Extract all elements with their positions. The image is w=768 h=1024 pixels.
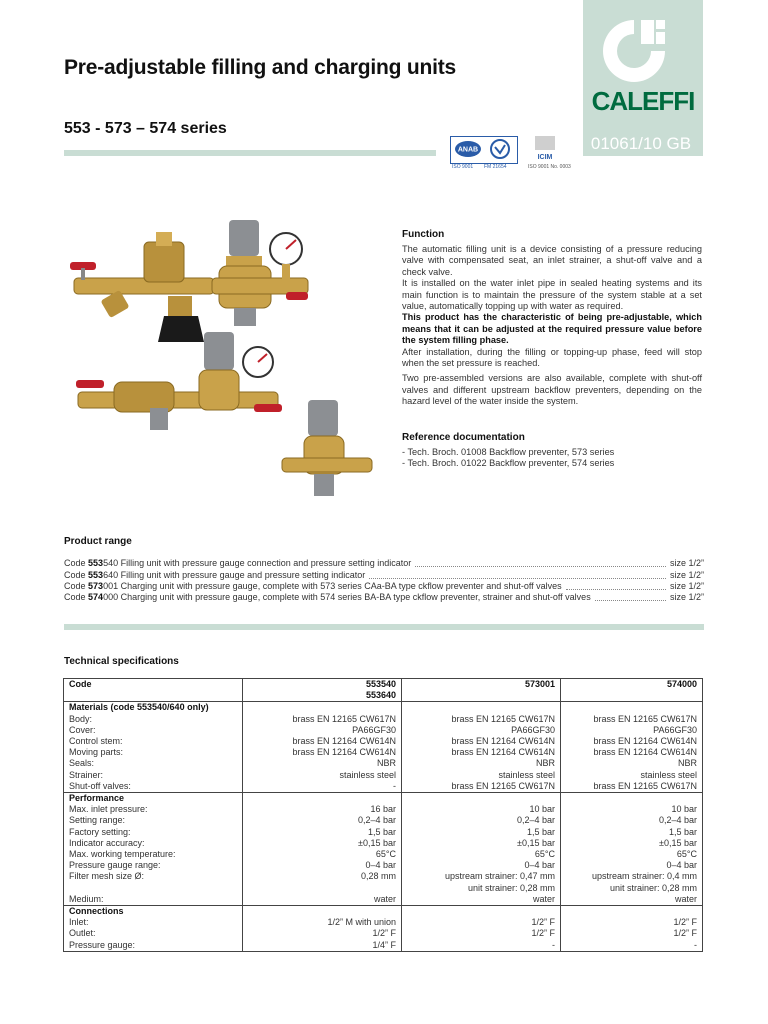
spec-value: 10 bar bbox=[402, 804, 561, 815]
spec-value: - bbox=[243, 781, 402, 793]
fm-label: FM 21654 bbox=[484, 164, 507, 170]
code-prefix: Code bbox=[64, 580, 86, 591]
page-title: Pre-adjustable filling and charging units bbox=[64, 56, 457, 79]
product-size: size 1/2” bbox=[669, 558, 704, 569]
product-range-list bbox=[64, 558, 704, 603]
spec-value: brass EN 12164 CW614N bbox=[561, 736, 703, 747]
table-row bbox=[64, 714, 703, 725]
spec-value: ±0,15 bar bbox=[561, 838, 703, 849]
spec-label: Seals: bbox=[64, 758, 243, 769]
icim-icon bbox=[533, 136, 557, 162]
spec-value: upstream strainer: 0,4 mm bbox=[561, 871, 703, 882]
function-paragraph-1: The automatic filling unit is a device consisting of a pressure reducing valve with compensated seat, an inlet strainer, a shut-off valve and a check valve. bbox=[402, 244, 702, 277]
spec-value: 0–4 bar bbox=[402, 860, 561, 871]
doc-code: 01061/10 GB bbox=[590, 134, 692, 153]
section-divider bbox=[64, 624, 704, 630]
spec-value: brass EN 12165 CW617N bbox=[561, 714, 703, 725]
header-code-label: Code bbox=[64, 679, 243, 702]
brand-name: CALEFFI bbox=[591, 86, 695, 116]
spec-value: 1/2” M with union bbox=[243, 917, 402, 928]
tech-specs-table bbox=[63, 678, 703, 952]
charging-unit-573-image bbox=[76, 332, 282, 430]
product-range-row bbox=[64, 592, 704, 603]
spec-value: PA66GF30 bbox=[561, 725, 703, 736]
table-row bbox=[64, 894, 703, 906]
product-desc: Filling unit with pressure gauge and pressure setting indicator bbox=[120, 569, 366, 580]
table-group-heading-row bbox=[64, 702, 703, 714]
spec-value: 16 bar bbox=[243, 804, 402, 815]
spec-label: Inlet: bbox=[64, 917, 243, 928]
product-range-row bbox=[64, 569, 704, 580]
spec-label: Max. working temperature: bbox=[64, 849, 243, 860]
group-title: Connections bbox=[64, 906, 243, 918]
dotted-leader bbox=[595, 600, 666, 601]
spec-value: 0–4 bar bbox=[243, 860, 402, 871]
charging-unit-574-image bbox=[70, 220, 308, 342]
spec-value: ±0,15 bar bbox=[402, 838, 561, 849]
spec-label: Setting range: bbox=[64, 815, 243, 826]
group-title: Performance bbox=[64, 793, 243, 805]
spec-value: 1/2” F bbox=[561, 928, 703, 939]
iso-label: ISO 9001 bbox=[452, 164, 474, 170]
table-cell bbox=[561, 793, 703, 805]
product-illustrations bbox=[64, 212, 394, 502]
title-divider bbox=[64, 150, 436, 156]
code-prefix: Code bbox=[64, 569, 86, 580]
table-row bbox=[64, 815, 703, 826]
spec-value: unit strainer: 0,28 mm bbox=[402, 883, 561, 894]
spec-value: 0,28 mm bbox=[243, 871, 402, 882]
spec-label: Max. inlet pressure: bbox=[64, 804, 243, 815]
table-group-heading-row bbox=[64, 793, 703, 805]
product-desc: Filling unit with pressure gauge connection and pressure setting indicator bbox=[120, 558, 412, 569]
spec-value: 65°C bbox=[243, 849, 402, 860]
spec-label bbox=[64, 883, 243, 894]
table-cell bbox=[402, 702, 561, 714]
tech-specs-heading: Technical specifications bbox=[64, 656, 179, 667]
dotted-leader bbox=[369, 578, 666, 579]
table-row bbox=[64, 928, 703, 939]
table-cell bbox=[402, 906, 561, 918]
spec-value: water bbox=[402, 894, 561, 906]
table-cell bbox=[243, 906, 402, 918]
table-row bbox=[64, 725, 703, 736]
product-size: size 1/2” bbox=[669, 592, 704, 603]
table-row bbox=[64, 758, 703, 769]
spec-value: 1,5 bar bbox=[243, 827, 402, 838]
table-cell bbox=[243, 702, 402, 714]
spec-value: 65°C bbox=[402, 849, 561, 860]
spec-value: 65°C bbox=[561, 849, 703, 860]
table-row bbox=[64, 781, 703, 793]
spec-value: brass EN 12165 CW617N bbox=[402, 781, 561, 793]
table-row bbox=[64, 736, 703, 747]
table-row bbox=[64, 804, 703, 815]
spec-label: Strainer: bbox=[64, 770, 243, 781]
spec-value: 10 bar bbox=[561, 804, 703, 815]
spec-value: NBR bbox=[402, 758, 561, 769]
table-header-row bbox=[64, 679, 703, 702]
spec-label: Cover: bbox=[64, 725, 243, 736]
spec-label: Moving parts: bbox=[64, 747, 243, 758]
doc-code-badge bbox=[583, 132, 703, 156]
table-cell bbox=[402, 793, 561, 805]
spec-value: - bbox=[402, 940, 561, 952]
spec-label: Factory setting: bbox=[64, 827, 243, 838]
product-range-heading: Product range bbox=[64, 536, 132, 547]
anab-text: ANAB bbox=[457, 146, 479, 154]
spec-value: PA66GF30 bbox=[402, 725, 561, 736]
code-rest: 640 bbox=[103, 569, 119, 580]
header-code: 553640 bbox=[365, 690, 396, 701]
header-col-573: 573001 bbox=[402, 679, 561, 702]
table-cell bbox=[561, 702, 703, 714]
reference-heading: Reference documentation bbox=[402, 432, 525, 443]
spec-label: Medium: bbox=[64, 894, 243, 906]
spec-value: upstream strainer: 0,47 mm bbox=[402, 871, 561, 882]
code-bold: 553 bbox=[88, 569, 104, 580]
spec-value: brass EN 12164 CW614N bbox=[402, 736, 561, 747]
table-row bbox=[64, 860, 703, 871]
function-paragraph-4: After installation, during the filling or topping-up phase, feed will stop when the set pressure is reached. bbox=[402, 346, 702, 369]
spec-value: brass EN 12164 CW614N bbox=[243, 747, 402, 758]
spec-value: brass EN 12165 CW617N bbox=[402, 714, 561, 725]
spec-value: water bbox=[243, 894, 402, 906]
spec-value: 0–4 bar bbox=[561, 860, 703, 871]
table-row bbox=[64, 827, 703, 838]
function-paragraph-2: It is installed on the water inlet pipe in sealed heating systems and its main function is to maintain the pressure of the system stable at a set value, automatically topping up with water as required. bbox=[402, 278, 702, 312]
table-cell bbox=[243, 793, 402, 805]
icim-text: ICIM bbox=[537, 154, 553, 161]
spec-value: water bbox=[561, 894, 703, 906]
spec-label: Body: bbox=[64, 714, 243, 725]
code-prefix: Code bbox=[64, 558, 86, 569]
spec-value: 1,5 bar bbox=[402, 827, 561, 838]
code-rest: 001 bbox=[103, 580, 119, 591]
spec-value: unit strainer: 0,28 mm bbox=[561, 883, 703, 894]
spec-value: 1/2” F bbox=[402, 928, 561, 939]
table-row bbox=[64, 849, 703, 860]
spec-label: Pressure gauge range: bbox=[64, 860, 243, 871]
spec-value: - bbox=[561, 940, 703, 952]
product-size: size 1/2” bbox=[669, 569, 704, 580]
table-row bbox=[64, 883, 703, 894]
table-row bbox=[64, 747, 703, 758]
reference-item: - Tech. Broch. 01008 Backflow preventer, 573 series bbox=[402, 447, 615, 457]
anab-certification-logo bbox=[450, 136, 518, 164]
spec-label: Shut-off valves: bbox=[64, 781, 243, 793]
series-subtitle: 553 - 573 – 574 series bbox=[64, 120, 227, 137]
table-row bbox=[64, 940, 703, 952]
code-rest: 000 bbox=[103, 592, 119, 603]
spec-value bbox=[243, 883, 402, 894]
function-heading: Function bbox=[402, 229, 445, 240]
icim-number: ISO 9001 No. 0003 bbox=[528, 164, 571, 170]
icim-certification-logo bbox=[533, 136, 557, 162]
table-row bbox=[64, 917, 703, 928]
function-section bbox=[402, 229, 702, 408]
dotted-leader bbox=[566, 589, 666, 590]
spec-value: NBR bbox=[243, 758, 402, 769]
spec-value: 1/2” F bbox=[561, 917, 703, 928]
spec-value: 1/4” F bbox=[243, 940, 402, 952]
table-group-heading-row bbox=[64, 906, 703, 918]
header-col-553 bbox=[243, 679, 402, 702]
product-desc: Charging unit with pressure gauge, complete with 573 series CAa-BA type ckflow preventer and shut-off valves bbox=[120, 580, 562, 591]
caleffi-symbol-icon bbox=[597, 14, 671, 88]
spec-value: stainless steel bbox=[402, 770, 561, 781]
code-bold: 573 bbox=[88, 580, 104, 591]
header-code: 553540 bbox=[365, 679, 396, 689]
spec-label: Filter mesh size Ø: bbox=[64, 871, 243, 882]
product-size: size 1/2” bbox=[669, 580, 704, 591]
dotted-leader bbox=[415, 566, 666, 567]
function-paragraph-3: This product has the characteristic of being pre-adjustable, which means that it can be adjusted at the required pressure value before the system filling phase. bbox=[402, 312, 702, 346]
group-title: Materials (code 553540/640 only) bbox=[64, 702, 243, 714]
spec-value: stainless steel bbox=[243, 770, 402, 781]
spec-value: brass EN 12165 CW617N bbox=[243, 714, 402, 725]
spec-label: Indicator accuracy: bbox=[64, 838, 243, 849]
spec-value: brass EN 12164 CW614N bbox=[243, 736, 402, 747]
spec-value: PA66GF30 bbox=[243, 725, 402, 736]
reference-item: - Tech. Broch. 01022 Backflow preventer, 574 series bbox=[402, 458, 615, 469]
spec-label: Outlet: bbox=[64, 928, 243, 939]
spec-value: 0,2–4 bar bbox=[243, 815, 402, 826]
table-row bbox=[64, 871, 703, 882]
spec-label: Pressure gauge: bbox=[64, 940, 243, 952]
table-row bbox=[64, 838, 703, 849]
code-prefix: Code bbox=[64, 592, 86, 603]
caleffi-logo bbox=[583, 0, 703, 132]
spec-value: 1/2” F bbox=[243, 928, 402, 939]
spec-value: 0,2–4 bar bbox=[561, 815, 703, 826]
anab-icon bbox=[451, 137, 517, 163]
code-bold: 574 bbox=[88, 592, 104, 603]
spec-label: Control stem: bbox=[64, 736, 243, 747]
spec-value: 0,2–4 bar bbox=[402, 815, 561, 826]
reference-section bbox=[402, 432, 702, 470]
code-bold: 553 bbox=[88, 558, 104, 569]
spec-value: 1,5 bar bbox=[561, 827, 703, 838]
spec-value: 1/2” F bbox=[402, 917, 561, 928]
product-range-row bbox=[64, 581, 704, 592]
spec-value: brass EN 12164 CW614N bbox=[561, 747, 703, 758]
spec-value: brass EN 12165 CW617N bbox=[561, 781, 703, 793]
code-rest: 540 bbox=[103, 558, 119, 569]
product-desc: Charging unit with pressure gauge, complete with 574 series BA-BA type ckflow preventer, strainer and shut-off valves bbox=[120, 592, 591, 603]
function-paragraph-5: Two pre-assembled versions are also available, complete with shut-off valves and different upstream backflow preventers, depending on the hazard level of the water inside the system. bbox=[402, 373, 702, 407]
spec-value: ±0,15 bar bbox=[243, 838, 402, 849]
spec-value: NBR bbox=[561, 758, 703, 769]
product-range-row bbox=[64, 558, 704, 569]
header-col-574: 574000 bbox=[561, 679, 703, 702]
spec-value: stainless steel bbox=[561, 770, 703, 781]
spec-value: brass EN 12164 CW614N bbox=[402, 747, 561, 758]
table-cell bbox=[561, 906, 703, 918]
filling-unit-553-image bbox=[282, 400, 372, 496]
table-row bbox=[64, 770, 703, 781]
